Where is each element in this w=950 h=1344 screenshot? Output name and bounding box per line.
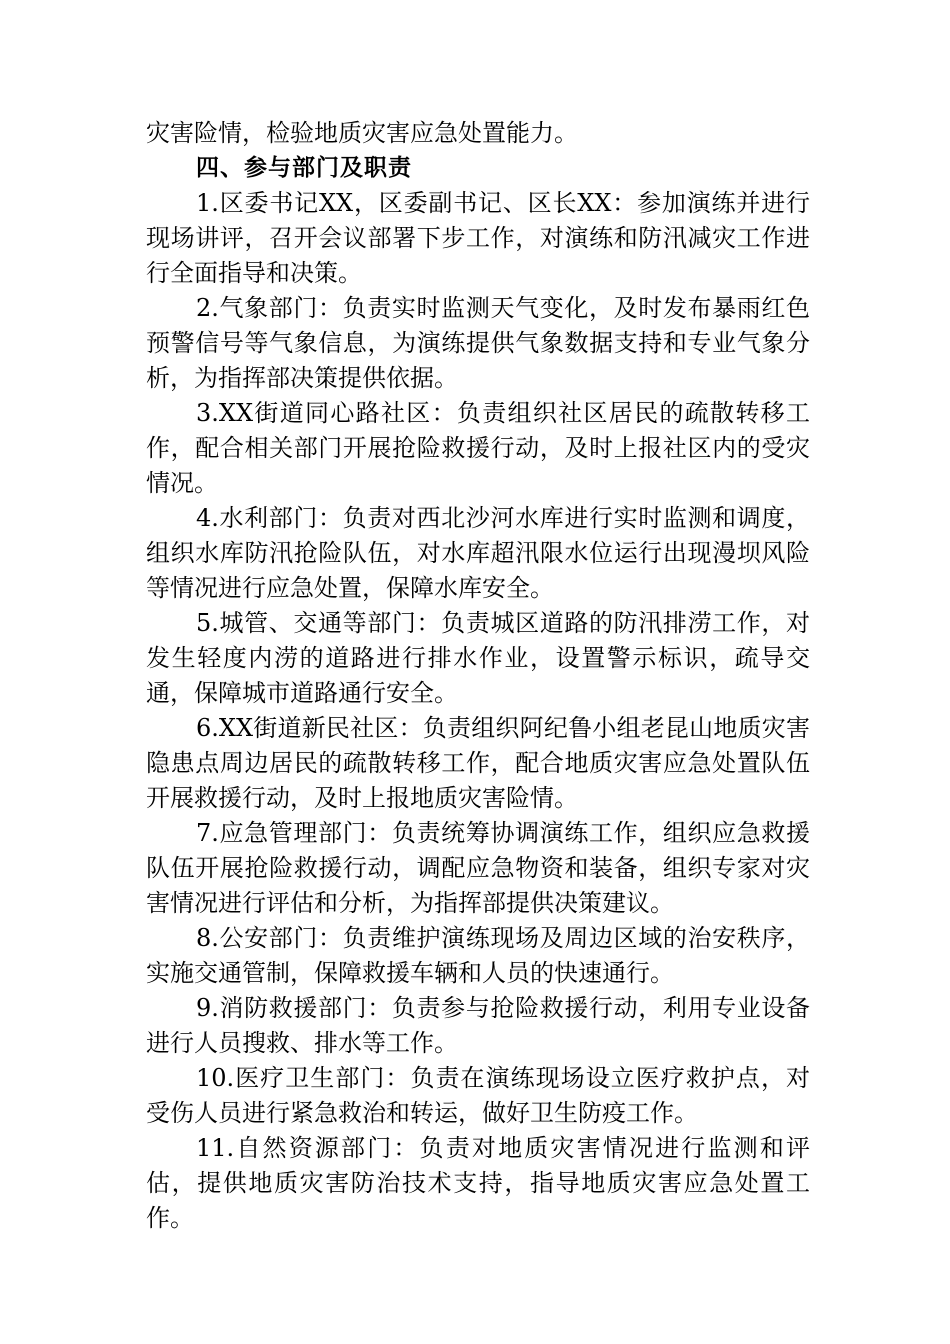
- duty-item-10: 10.医疗卫生部门：负责在演练现场设立医疗救护点，对受伤人员进行紧急救治和转运，做好卫生防疫工作。: [146, 1064, 810, 1127]
- duty-item-8: 8.公安部门：负责维护演练现场及周边区域的治安秩序，实施交通管制，保障救援车辆和人员的快速通行。: [146, 924, 810, 987]
- duty-item-3: 3.XX街道同心路社区：负责组织社区居民的疏散转移工作，配合相关部门开展抢险救援行动，及时上报社区内的受灾情况。: [146, 399, 810, 497]
- continuation-paragraph: 灾害险情，检验地质灾害应急处置能力。: [146, 119, 578, 147]
- duty-item-2: 2.气象部门：负责实时监测天气变化，及时发布暴雨红色预警信号等气象信息，为演练提供气象数据支持和专业气象分析，为指挥部决策提供依据。: [146, 294, 810, 392]
- document-body: [146, 116, 810, 1236]
- duty-item-1: 1.区委书记XX，区委副书记、区长XX：参加演练并进行现场讲评，召开会议部署下步工作，对演练和防汛减灾工作进行全面指导和决策。: [146, 189, 810, 287]
- duty-item-11: 11.自然资源部门：负责对地质灾害情况进行监测和评估，提供地质灾害防治技术支持，指导地质灾害应急处置工作。: [146, 1134, 810, 1232]
- duty-item-5: 5.城管、交通等部门：负责城区道路的防汛排涝工作，对发生轻度内涝的道路进行排水作业，设置警示标识，疏导交通，保障城市道路通行安全。: [146, 609, 810, 707]
- duty-item-4: 4.水利部门：负责对西北沙河水库进行实时监测和调度，组织水库防汛抢险队伍，对水库超汛限水位运行出现漫坝风险等情况进行应急处置，保障水库安全。: [146, 504, 810, 602]
- section-heading: 四、参与部门及职责: [196, 155, 412, 181]
- duty-item-9: 9.消防救援部门：负责参与抢险救援行动，利用专业设备进行人员搜救、排水等工作。: [146, 994, 810, 1057]
- duty-item-6: 6.XX街道新民社区：负责组织阿纪鲁小组老昆山地质灾害隐患点周边居民的疏散转移工作，配合地质灾害应急处置队伍开展救援行动，及时上报地质灾害险情。: [146, 714, 810, 812]
- duty-item-7: 7.应急管理部门：负责统筹协调演练工作，组织应急救援队伍开展抢险救援行动，调配应急物资和装备，组织专家对灾害情况进行评估和分析，为指挥部提供决策建议。: [146, 819, 810, 917]
